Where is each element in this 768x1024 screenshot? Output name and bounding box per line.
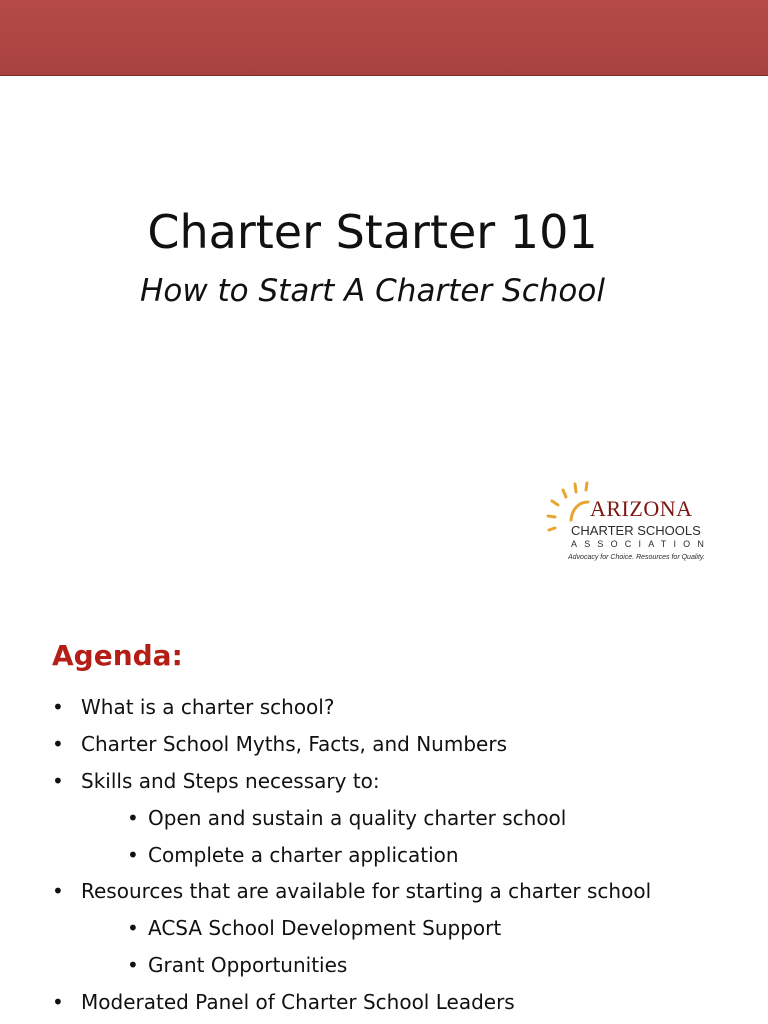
agenda-item xyxy=(0,689,768,726)
logo-wordmark: ARIZONA xyxy=(590,496,693,521)
top-banner xyxy=(0,0,768,76)
agenda-item-text: What is a charter school? xyxy=(81,695,335,719)
bullet-icon: • xyxy=(52,768,64,793)
bullet-icon: • xyxy=(127,842,139,867)
bullet-icon: • xyxy=(127,916,139,941)
agenda-subitem xyxy=(0,837,768,874)
agenda-subitem-text: ACSA School Development Support xyxy=(148,916,502,941)
agenda-item-text: Charter School Myths, Facts, and Numbers xyxy=(81,731,507,756)
slide-title: Charter Starter 101 xyxy=(147,205,598,259)
logo-tagline: Advocacy for Choice. Resources for Quality. xyxy=(568,554,705,561)
arizona-charter-schools-association-logo xyxy=(544,480,744,566)
agenda-list xyxy=(0,689,768,1021)
bullet-icon: • xyxy=(52,990,64,1015)
agenda-item-text: Resources that are available for starting a charter school xyxy=(81,879,652,904)
slide-subtitle: How to Start A Charter School xyxy=(140,273,605,309)
logo-association: ASSOCIATION xyxy=(571,539,712,549)
agenda-heading: Agenda: xyxy=(52,639,183,672)
agenda-item xyxy=(0,726,768,763)
title-block xyxy=(0,200,745,312)
bullet-icon: • xyxy=(52,731,64,756)
bullet-icon: • xyxy=(52,695,64,719)
agenda-subitem xyxy=(0,910,768,947)
agenda-subitem-text: Complete a charter application xyxy=(148,842,459,867)
agenda-subitem xyxy=(0,800,768,837)
agenda-item xyxy=(0,984,768,1021)
agenda-subitem xyxy=(0,947,768,984)
logo-charter-schools: CHARTER SCHOOLS xyxy=(571,523,701,538)
agenda-item-text: Moderated Panel of Charter School Leaders xyxy=(81,990,515,1015)
bullet-icon: • xyxy=(52,879,64,904)
agenda-item xyxy=(0,763,768,800)
bullet-icon: • xyxy=(127,953,139,978)
agenda-subitem-text: Open and sustain a quality charter school xyxy=(148,805,567,830)
agenda-subitem-text: Grant Opportunities xyxy=(148,953,348,978)
agenda-item-text: Skills and Steps necessary to: xyxy=(81,768,380,793)
bullet-icon: • xyxy=(127,805,139,830)
agenda-item xyxy=(0,873,768,910)
